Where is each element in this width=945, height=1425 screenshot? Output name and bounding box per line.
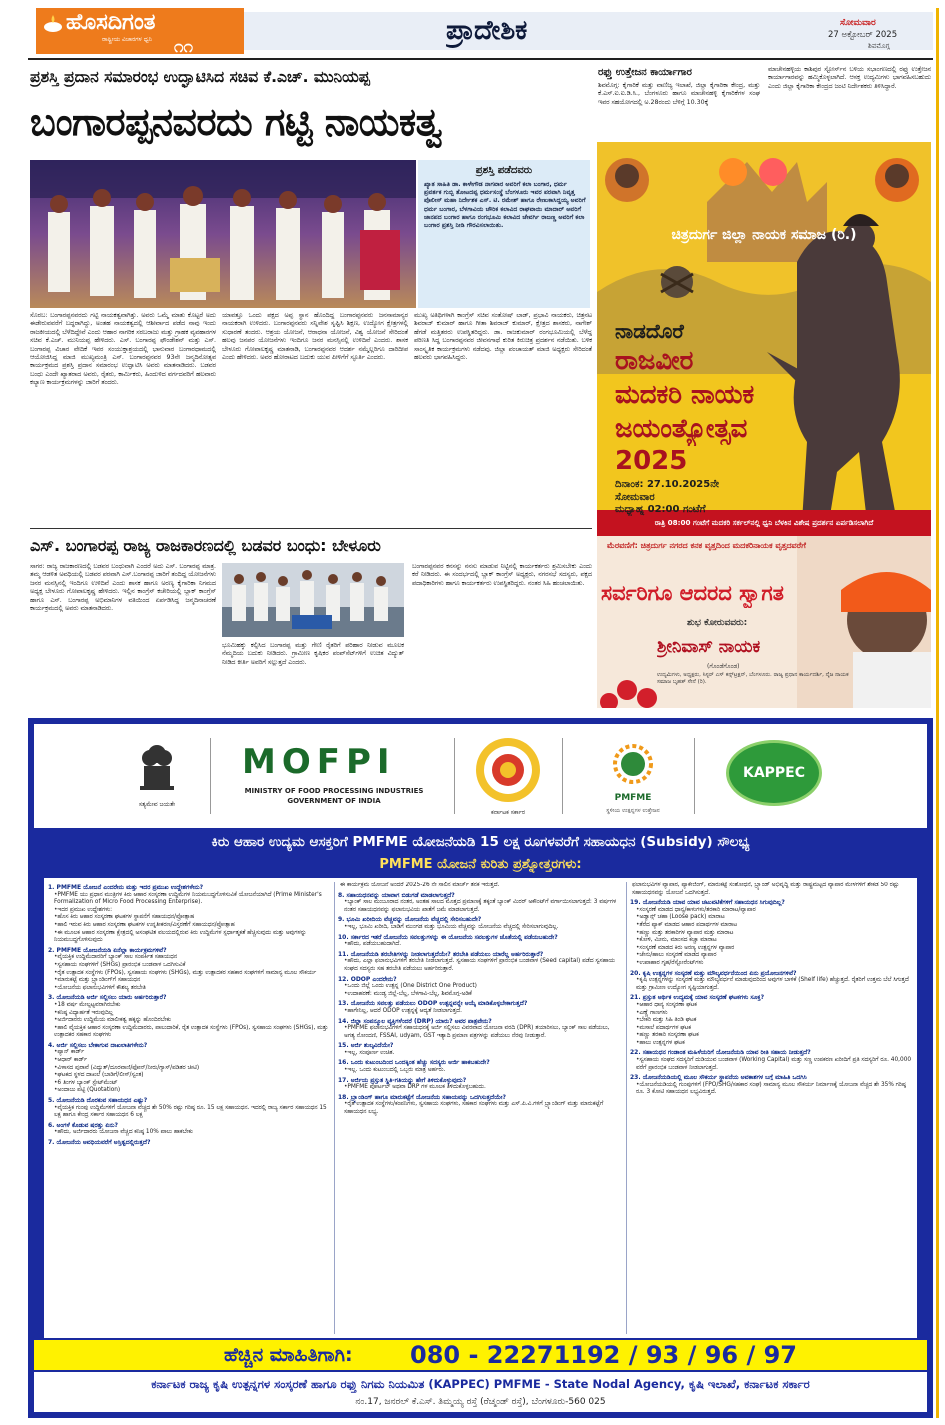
kappec-badge	[726, 740, 822, 806]
paper-tagline: ರಾಷ್ಟ್ರೀಯ ವಿಚಾರಗಳ ಧ್ವನಿ	[102, 36, 153, 43]
faq-answer: • 18 ವರ್ಷ ಮೇಲ್ಪಟ್ಟವರಾಗಿರಬೇಕು	[48, 1002, 330, 1010]
faq-answer: • ಹಾಗೇನಿಲ್ಲ, ಆದರೆ ODOP ಉತ್ಪನ್ನಕ್ಕೆ ಆದ್ಯತೆ ನೀಡಲಾಗುತ್ತದೆ.	[338, 1008, 622, 1016]
faq-question: 18. ಬ್ರ್ಯಾಂಡಿಂಗ್ ಹಾಗೂ ಮಾರುಕಟ್ಟೆಗೆ ಯೋಜನೆಯ ಸಹಾಯವನ್ನು ಒದಗಿಸುತ್ತದೆಯೇ?	[338, 1093, 507, 1101]
karnataka-seal-icon	[474, 734, 542, 808]
awardees-box-text: ಖ್ಯಾತ ಸಾಹಿತಿ ಡಾ. ಕಾಳೇಗೌಡ ನಾಗವಾರ ಅವರಿಗೆ ಕಲಾ ಬಂಗಾರ, ಧರ್ಮ ಪ್ರವರ್ತಕ ಗುಬ್ಬಿ ತೋಟದಪ್ಪ ಧರ್ಮಸಂಸ್ಥೆ ಬೆಂಗಳೂರು ಇವರ ಪರವಾಗಿ ನಿವೃತ್ತ ಪೊಲೀಸ್ ಮಹಾ ನಿರ್ದೇಶಕ ಎಸ್. ಟಿ. ರಮೇಶ್ ಹಾಗೂ ರೇಣುಕಾಸಿದ್ದಯ್ಯ ಅವರಿಗೆ ಧರ್ಮ ಬಂಗಾರ, ಬೆಳಗಾವಿಯ ಚೌರಿಕ ಕಲಾವಿದ ರಾಘವಾಯಿ ಮಾದಾರ್ ಅವರಿಗೆ ಜಾನಪದ ಬಂಗಾರ ಹಾಗೂ ರಂಗಭೂಮಿ ಕಲಾವಿದ ಜೇವರ್ಗಿ ರಾಜಣ್ಣ ಅವರಿಗೆ ಕಲಾ ಬಂಗಾರ ಪ್ರಶಸ್ತಿ ನೀಡಿ ಗೌರವಿಸಲಾಯಿತು.	[424, 181, 586, 230]
faq-question: 8. ಸಹಾಯಧನವನ್ನು ಯಾವಾಗ ಬಿಡುಗಡೆ ಮಾಡಲಾಗುತ್ತದೆ?	[338, 891, 455, 899]
masthead	[28, 8, 933, 56]
logo-divider	[694, 738, 695, 814]
pmfme-sub: ಸ್ಥಳೀಯ ಉತ್ಪನ್ನಗಳ ಉತ್ತೇಜನ	[606, 808, 660, 814]
kappec-logo: KAPPEC	[742, 765, 806, 781]
awardees-box-title: ಪ್ರಶಸ್ತಿ ಪಡೆದವರು	[475, 165, 533, 176]
faq-question: 17. ಅರ್ಜಿಯ ಪ್ರಸ್ತುತ ಸ್ಥಿತಿ-ಗತಿಯನ್ನು ಹೇಗೆ ತಿಳಿದುಕೊಳ್ಳುವುದು?	[338, 1076, 467, 1084]
issue-date: 27 ಅಕ್ಟೋಬರ್ 2025	[828, 30, 898, 40]
faq-answer: ಈ ಕಾರ್ಯಕ್ರಮ ಯೋಜನೆ ಅಂದರೆ 2025-26 ನೇ ಸಾಲಿನ ಮಾರ್ಚ್ ತನಕ ಇರುತ್ತದೆ.	[340, 882, 500, 888]
faq-answer: • ಹೌದು, ಅರ್ಜಿದಾರರು ಯೋಜನಾ ವೆಚ್ಚದ ಕನಿಷ್ಠ 10% ಪಾಲು ಹಾಕಬೇಕು	[48, 1129, 330, 1137]
faq-question: 14. ಜಿಲ್ಲಾ ಸಂಪನ್ಮೂಲ ವ್ಯಕ್ತಿಗಳೆಂದರೆ (DRP) ಯಾರು? ಅವರ ಪಾತ್ರವೇನು?	[338, 1017, 492, 1025]
faq-question: 6. ಅಂಗಳೆ ಕೊಡುವ ಷರತ್ತು ಏನು?	[48, 1121, 118, 1129]
pmfme-logo: PMFME	[614, 793, 652, 803]
nayaka-procession: ಮೆರವಣಿಗೆ: ಚಿತ್ರದುರ್ಗ ನಗರದ ಕನಕ ವೃತ್ತದಿಂದ ಮದಕರಿನಾಯಕ ವೃತ್ತದವರೆಗೆ	[607, 541, 806, 550]
faq-answer: • ಹೊಸ ಕಿರು ಆಹಾರ ಸಂಸ್ಕರಣಾ ಘಟಕಗಳ ಸ್ಥಾಪನೆಗೆ ಸಹಾಯಧನ/ಪ್ರೋತ್ಸಾಹ	[48, 914, 330, 922]
pmfme-ad	[28, 718, 933, 1418]
second-body-col2: ಭೂಮಿಹಕ್ಕು ಕಲ್ಪಿಸಿದ ಬಂಗಾರಪ್ಪ ಮತ್ತು ಗೇಣಿ ರೈತರಿಗೆ ಪರಿಹಾರ ನೀಡುವ ಮೂಲಕ ನೆಮ್ಮದಿಯ ಬದುಕು ನೀಡಿದರು. ಗ್ರಾಮೀಣ ಕೃಷಿಕರ ಪಂಪ್‌ಸೆಟ್‌ಗಳಿಗೆ ಉಚಿತ ವಿದ್ಯುತ್ ನೀಡಿದ ಕೀರ್ತಿ ಅವರಿಗೆ ಸಲ್ಲುತ್ತದೆ ಎಂದರು.	[222, 642, 404, 666]
lead-body-col1: ಸೊರಬ: ಬಂಗಾರಪ್ಪನವರದು ಗಟ್ಟಿ ನಾಯಕತ್ವವಾಗಿತ್ತು. ಅವರು ಒಮ್ಮೆ ಮಾತು ಕೊಟ್ಟರೆ ಅದು ಈಡೇರುವವರೆಗೆ ಬದ್ಧರಾಗಿದ್ದು, ಅಂತಹ ನಾಯಕತ್ವದಲ್ಲಿ ಆಶೀರ್ವಾದ ಪಡೆದ ನಾವು ಇಂದು ರಾಜಕೀಯದಲ್ಲಿ ಬೆಳೆದಿದ್ದೇವೆ ಎಂದು ಆಹಾರ ನಾಗರಿಕ ಸರಬರಾಜು ಮತ್ತು ಗ್ರಾಹಕ ವ್ಯವಹಾರಗಳ ಸಚಿವ ಕೆ.ಎಚ್. ಮುನಿಯಪ್ಪ ಹೇಳಿದರು. ಎಸ್. ಬಂಗಾರಪ್ಪ ಫೌಂಡೇಶನ್ ಮತ್ತು ಎಸ್. ಬಂಗಾರಪ್ಪ ವಿಚಾರ ವೇದಿಕೆ ಇವರ ಸಂಯುಕ್ತಾಶ್ರಯದಲ್ಲಿ ಭಾನುವಾರ ಬಂಗಾರಧಾಮದಲ್ಲಿ ಆಯೋಜಿಸಿದ್ದ ಮಾಜಿ ಮುಖ್ಯಮಂತ್ರಿ ಎಸ್. ಬಂಗಾರಪ್ಪನವರ 93ನೇ ಜನ್ಮದಿನೋತ್ಸವ ಕಾರ್ಯಕ್ರಮದ ಪ್ರಶಸ್ತಿ ಪ್ರದಾನ ಸಮಾರಂಭ ಉದ್ಘಾಟಿಸಿ ಅವರು ಮಾತನಾಡಿದರು. ಬಡವರ ಬಂಧು ಎಂದೇ ಖ್ಯಾತರಾದ ಅವರು, ರೈತರು, ಕಾರ್ಮಿಕರು, ಹಿಂದುಳಿದ ವರ್ಗದವರಿಗೆ ಹಲವಾರು ಕಲ್ಯಾಣ ಕಾರ್ಯಕ್ರಮಗಳನ್ನು ಜಾರಿಗೆ ತಂದರು.	[30, 312, 216, 387]
nayaka-wish-label: ಶುಭ ಕೋರುವವರು:	[687, 618, 748, 628]
faq-question: 3. ಯೋಜನೆಯಡಿ ಅರ್ಜಿ ಸಲ್ಲಿಸಲು ಯಾರು ಅರ್ಹರಿರುತ್ತಾರೆ?	[48, 994, 167, 1002]
faq-answer: • ಮಸಾಲೆ ಪದಾರ್ಥಗಳ ಘಟಕ	[630, 1025, 914, 1033]
faq-answer: • ಇಲ್ಲ, ಭೂಮಿ ಖರೀದಿ, ಬಾಡಿಗೆ ಮುಂಗಡ ಮತ್ತು ಭೂಮಿಯ ವೆಚ್ಚವನ್ನು ಯೋಜನೆಯ ವೆಚ್ಚದಲ್ಲಿ ಸೇರಿಸಲಾಗುವುದಿಲ್ಲ.	[338, 924, 622, 932]
lead-body-col2: ಯಾವತ್ತೂ ಒಂದು ಪಕ್ಷದ ಅಪ್ಪ ಸ್ಥಾನ ಹೊಂದಿದ್ದ ಬಂಗಾರಪ್ಪನವರು ಜನಸಾಮಾನ್ಯರ ನಾಯಕರಾಗಿ ಉಳಿದರು. ಬಂಗಾರಪ್ಪನವರು ಸನ್ನಿವೇಶ ಸೃಷ್ಟಿಸಿ ಶಿಕ್ಷಣ, ಉದ್ಯೋಗ ಕ್ಷೇತ್ರಗಳಲ್ಲಿ ಸುಧಾರಣೆ ತಂದರು. ಆಶ್ರಯ ಯೋಜನೆ, ಆರಾಧನಾ ಯೋಜನೆ, ವಿಶ್ವ ಯೋಜನೆ ಸೇರಿದಂತೆ ಹಲವು ಜನಪರ ಯೋಜನೆಗಳು ಇಂದಿಗೂ ಜನರ ಮನಸ್ಸಿನಲ್ಲಿ ಉಳಿದಿವೆ ಎಂದರು. ಶಾಸಕ ಬೇಳೂರು ಗೋಪಾಲಕೃಷ್ಣ ಮಾತನಾಡಿ, ಬಂಗಾರಪ್ಪನವರ ಆದರ್ಶ ನಮ್ಮೆಲ್ಲರಿಗೂ ದಾರಿದೀಪ ಎಂದು ಹೇಳಿದರು. ಅವರ ಹೋರಾಟದ ಬದುಕು ಯುವ ಪೀಳಿಗೆಗೆ ಸ್ಫೂರ್ತಿ ಎಂದರು.	[222, 312, 408, 362]
lead-kicker: ಪ್ರಶಸ್ತಿ ಪ್ರದಾನ ಸಮಾರಂಭ ಉದ್ಘಾಟಿಸಿದ ಸಚಿವ ಕೆ.ಎಚ್. ಮುನಿಯಪ್ಪ	[30, 68, 370, 86]
nayaka-ad	[597, 142, 931, 708]
faq-answer: • ಹಣ್ಣು ಮತ್ತು ತರಕಾರಿಗಳ ವ್ಯಾಪಾರ ಮತ್ತು ಮಾರಾಟ	[630, 930, 914, 938]
pmfme-sun-icon	[602, 734, 664, 794]
nayaka-sponsor: ಶ್ರೀನಿವಾಸ್ ನಾಯಕ	[657, 637, 761, 657]
nayaka-org: ಚಿತ್ರದುರ್ಗ ಜಿಲ್ಲಾ ನಾಯಕ ಸಮಾಜ (ರಿ.)	[671, 227, 857, 243]
faq-answer: • ರೈತ ಉತ್ಪಾದಕ ಸಂಸ್ಥೆಗಳು (FPOs), ಸ್ವಸಹಾಯ ಸಂಘಗಳು (SHGs), ಮತ್ತು ಉತ್ಪಾದಕರ ಸಹಕಾರ ಸಂಘಗಳಿಗೆ ಸಾಮಾನ್ಯ ಮೂಲ ಸೌಕರ್ಯ	[48, 970, 330, 978]
faq-question: 10. ಸರ್ಕಾರದ ಇತರೆ ಯೋಜನೆಯ ಸವಲತ್ತುಗಳನ್ನು ಈ ಯೋಜನೆಯ ಸವಲತ್ತುಗಳ ಜೊತೆಯಲ್ಲಿ ಪಡೆಯಬಹುದೇ?	[338, 933, 558, 941]
lead-photo	[30, 160, 416, 308]
brief-text-left: ಶಿವಮೊಗ್ಗ: ಕೈಗಾರಿಕೆ ಮತ್ತು ವಾಣಿಜ್ಯ ಇಲಾಖೆ, ಜಿಲ್ಲಾ ಕೈಗಾರಿಕಾ ಕೇಂದ್ರ, ಮತ್ತು ಕೆ.ಎಸ್.ಐ.ಐ.ಡಿ.ಸಿ., ಬೆಂಗಳೂರು ಹಾಗೂ ಮಾಚೇನಹಳ್ಳಿ ಕೈಗಾರಿಕೆಗಳ ಸಂಘ ಇವರ ಸಹಯೋಗದಲ್ಲಿ ಅ.28ರಂದು ಬೆಳಿಗ್ಗೆ 10.30ಕ್ಕೆ	[598, 82, 760, 106]
second-body-col1: ಸಾಗರ: ರಾಜ್ಯ ರಾಜಕಾರಣದಲ್ಲಿ ಬಡವರ ಬಂಧುವಾಗಿ ಎಂದರೆ ಅದು ಎಸ್. ಬಂಗಾರಪ್ಪ ಮಾತ್ರ. ತಮ್ಮ ಆಡಳಿತ ಅವಧಿಯಲ್ಲಿ ಬಡವರ ಪರವಾಗಿ ಎಸ್.ಬಂಗಾರಪ್ಪ ಜಾರಿಗೆ ತಂದಿದ್ದ ಯೋಜನೆಗಳು ಜನರ ಮನಸ್ಸಿನಲ್ಲಿ ಇಂದಿಗೂ ಉಳಿದಿವೆ ಎಂದು ಶಾಸಕ ಹಾಗೂ ಅರಣ್ಯ ಕೈಗಾರಿಕಾ ನಿಗಮದ ಅಧ್ಯಕ್ಷ ಬೇಳೂರು ಗೋಪಾಲಕೃಷ್ಣ ಹೇಳಿದರು. ಇಲ್ಲಿನ ಕಾಂಗ್ರೆಸ್ ಕಚೇರಿಯಲ್ಲಿ ಬ್ಲಾಕ್ ಕಾಂಗ್ರೆಸ್ ಹಾಗೂ ಎಸ್. ಬಂಗಾರಪ್ಪ ಅಭಿಮಾನಿಗಳ ವತಿಯಿಂದ ಏರ್ಪಡಿಸಿದ್ದ ಜನ್ಮದಿನಾಚರಣೆ ಕಾರ್ಯಕ್ರಮದಲ್ಲಿ ಅವರು ಮಾತನಾಡಿದರು.	[30, 563, 216, 613]
faq-column-3	[630, 882, 914, 1334]
nayaka-line1: ನಾಡದೊರೆ	[615, 319, 684, 343]
faq-answer: • ಹೌದು, ಎಲ್ಲಾ ಫಲಾನುಭವಿಗಳಿಗೆ ತರಬೇತಿ ನೀಡಲಾಗುತ್ತದೆ. ಸ್ವಸಹಾಯ ಸಂಘಗಳಿಗೆ ಪ್ರಾರಂಭಿಕ ಬಂಡವಾಳ (Seed capital) ಪಡೆದ ಸ್ವಸಹಾಯ ಸಂಘದ ಸದಸ್ಯರು ಸಹ ತರಬೇತಿ ಪಡೆಯಲು ಅರ್ಹರಿರುತ್ತಾರೆ.	[338, 958, 622, 973]
issue-city: ಶಿವಮೊಗ್ಗ	[868, 42, 890, 50]
nayaka-sponsor-title: ಉದ್ಯಮಿಗಳು, ಅಧ್ಯಕ್ಷರು, ಸಿಸ್ಟರ್ ಎಸ್ ಕನ್ಸ್‌ಟ್ರಕ್ಷನ್, ಬೆಂಗಳೂರು. ರಾಜ್ಯ ಪ್ರಧಾನ ಕಾರ್ಯದರ್ಶಿ, ನೈಜ ನಾಯಕ ಸಮಾಜ ಬೃಹತ್ ಸೇನೆ (ರಿ).	[657, 672, 849, 686]
nayaka-date: ದಿನಾಂಕ: 27.10.2025ನೇ	[615, 479, 720, 490]
faq-answer: • ಆಹಾರ ಧಾನ್ಯ ಸಂಸ್ಕರಣಾ ಘಟಕ	[630, 1002, 914, 1010]
faq-answer: • ಮಾರುಕಟ್ಟೆ ಮತ್ತು ಬ್ರ್ಯಾಂಡಿಂಗ್‌ಗೆ ಸಹಾಯಧನ	[48, 977, 330, 985]
mofpi-logo: MOFPI	[242, 742, 396, 782]
nayaka-year: 2025	[615, 446, 688, 476]
lead-headline: ಬಂಗಾರಪ್ಪನವರದು ಗಟ್ಟಿ ನಾಯಕತ್ವ	[30, 100, 443, 144]
faq-answer: • ಯೋಜನೆಯ ಫಲಾನುಭವಿಗಳಿಗೆ ಕೌಶಲ್ಯ ತರಬೇತಿ	[48, 985, 330, 993]
faq-answer: • ಅಡ್ವಾನ್ಸ್ ಚಹಾ (Loose pack) ಮಾರಾಟ	[630, 914, 914, 922]
faq-question: 9. ಭೂಮಿ ಖರೀದಿಯ ವೆಚ್ಚವನ್ನು ಯೋಜನೆಯ ವೆಚ್ಚದಲ್ಲಿ ಸೇರಿಸಬಹುದೇ?	[338, 916, 482, 924]
faq-answer: • ಉದಾಹರಣೆ: ಮಂಡ್ಯ ಜಿಲ್ಲೆ-ಬೆಲ್ಲ, ಬೆಳಗಾವಿ-ಬೆಲ್ಲ, ಶಿವಮೊಗ್ಗ-ಅಡಿಕೆ	[338, 991, 622, 999]
section-divider	[30, 528, 592, 529]
ministry-govt: GOVERNMENT OF INDIA	[287, 797, 381, 805]
karnataka-seal-text: ಕರ್ನಾಟಕ ಸರ್ಕಾರ	[490, 809, 526, 816]
logo-divider	[210, 738, 211, 814]
faq-answer: • ಕೋಳಿ, ಮೀನು, ಮಾಂಸದ ಕಚ್ಚಾ ಮಾರಾಟ	[630, 937, 914, 945]
second-headline: ಎಸ್. ಬಂಗಾರಪ್ಪ ರಾಜ್ಯ ರಾಜಕಾರಣದಲ್ಲಿ ಬಡವರ ಬಂಧು: ಬೇಳೂರು	[30, 536, 381, 555]
page-right-edge	[936, 8, 939, 1418]
page-number: ೧೧	[174, 38, 194, 56]
nayaka-time: ಮಧ್ಯಾಹ್ನ 02:00 ಗಂಟೆಗೆ	[615, 504, 706, 515]
faq-question: 13. ಯೋಜನೆಯ ಸವಲತ್ತು ಪಡೆಯಲು ODOP ಉತ್ಪನ್ನವನ್ನೇ ಆಯ್ಕೆ ಮಾಡಿಕೊಳ್ಳಬೇಕಾಗುತ್ತದೆ?	[338, 1000, 528, 1008]
faq-answer: • PMFME ಫಲಾನುಭವಿಗಳಿಗೆ ಸಹಾಯಧನಕ್ಕೆ ಅರ್ಜಿ ಸಲ್ಲಿಸಲು ವಿವರವಾದ ಯೋಜನಾ ವರದಿ (DPR) ತಯಾರಿಸಲು, ಬ್ಯಾಂಕ್ ಸಾಲ ಪಡೆಯಲು, ಅಗತ್ಯ ನೋಂದಣಿ, FSSAI, udyam, GST ಇತ್ಯಾದಿ ಪ್ರಮಾಣ ಪತ್ರಗಳನ್ನು ಪಡೆಯಲು ನೆರವು ನೀಡುತ್ತಾರೆ.	[338, 1025, 622, 1040]
faq-question: 4. ಅರ್ಜಿ ಸಲ್ಲಿಸಲು ಬೇಕಾಗುವ ದಾಖಲಾತಿಗಳೇನು?	[48, 1041, 148, 1049]
footer-org: ಕರ್ನಾಟಕ ರಾಜ್ಯ ಕೃಷಿ ಉತ್ಪನ್ನಗಳ ಸಂಸ್ಕರಣೆ ಹಾಗೂ ರಫ್ತು ನಿಗಮ ನಿಯಮಿತ (KAPPEC) PMFME - State Nodal Agency, ಕೃಷಿ ಇಲಾಖೆ, ಕರ್ನಾಟಕ ಸರ್ಕಾರ	[151, 1377, 810, 1391]
faq-answer: • ತೆರೆದ ಪ್ಯಾಕ್ ಮಾಡದ ಆಹಾರ ಪದಾರ್ಥಗಳ ಮಾರಾಟ	[630, 922, 914, 930]
logo-divider	[454, 738, 455, 814]
nayaka-night-line: ರಾತ್ರಿ 08:00 ಗಂಟೆಗೆ ಮದಕರಿ ಸರ್ಕಲ್‌ನಲ್ಲಿ ಧ್ವನಿ ಬೆಳಕಿನ ವಿಶೇಷ ಪ್ರದರ್ಶನ ಏರ್ಪಡಿಸಲಾಗಿದೆ	[654, 518, 874, 527]
faq-question: 7. ಯೋಜನೆಯ ಅವಧಿಯವರೆಗೆ ಅಸ್ತಿತ್ವದಲ್ಲಿರುತ್ತದೆ?	[48, 1139, 151, 1146]
nayaka-day: ಸೋಮವಾರ	[615, 492, 655, 503]
faq-question: 12. ODOP ಎಂದರೇನು?	[338, 975, 397, 983]
awardees-box	[418, 160, 590, 308]
issue-day: ಸೋಮವಾರ	[840, 18, 876, 28]
faq-answer: • ಹಾಲಿ ವೈಯಕ್ತಿಕ ಆಹಾರ ಸಂಸ್ಕರಣಾ ಉದ್ದಿಮೆದಾರರು, ಪಾಲುದಾರಿಕೆ, ರೈತ ಉತ್ಪಾದಕ ಸಂಸ್ಥೆಗಳು (FPOs), ಸ್ವಸಹಾಯ ಸಂಘಗಳು (SHGs), ಮತ್ತು ಉತ್ಪಾದಕರ ಸಹಕಾರ ಸಂಘಗಳು	[48, 1025, 330, 1040]
helpline-bar	[34, 1340, 927, 1370]
logo-divider	[562, 738, 563, 814]
faq-question: 21. ಪ್ರಸ್ತುತ ಆರ್ಥಿಕ ಉದ್ಯಮಕ್ಕೆ ಯಾವ ಸಂಸ್ಕರಣೆ ಘಟಕಗಳು ಸೂಕ್ತ?	[630, 994, 765, 1002]
faq-question: 11. ಯೋಜನೆಯಡಿ ತರಬೇತಿಗಳನ್ನು ನೀಡಲಾಗುತ್ತದೆಯೇ? ತರಬೇತಿ ಪಡೆಯಲು ಯಾರೆಲ್ಲ ಅರ್ಹರಿರುತ್ತಾರೆ?	[338, 950, 544, 958]
faq-question: 5. ಯೋಜನೆಯಡಿ ದೊರಕುವ ಸಹಾಯಧನ ಎಷ್ಟು?	[48, 1097, 148, 1105]
lamp-icon	[42, 13, 64, 33]
faq-question: 23. ಯೋಜನೆಯಡಿಯಲ್ಲಿ ಮೂಲ ಸೌಕರ್ಯ ಸ್ಥಾಪನೆಯ ಅವಕಾಶಗಳ ಬಗ್ಗೆ ಮಾಹಿತಿ ಒದಗಿಸಿ	[630, 1074, 807, 1082]
faq-answer: • ಘಟಕದ ಸ್ಥಳದ ದಾಖಲೆ (ಬಾಡಿಗೆ/ಲೀಸ್/ಸ್ವಂತ)	[48, 1072, 330, 1080]
faq-column-divider	[626, 882, 627, 1334]
faq-question: 16. ಒಂದು ಕುಟುಂಬದಿಂದ ಒಂದಕ್ಕಿಂತ ಹೆಚ್ಚು ಸದಸ್ಯರು ಅರ್ಜಿ ಹಾಕಬಹುದೇ?	[338, 1059, 490, 1067]
faq-answer: • PMFME ಯು ಪ್ರಧಾನ ಮಂತ್ರಿಗಳ ಕಿರು ಆಹಾರ ಸಂಸ್ಕರಣಾ ಉದ್ದಿಮೆಗಳ ನಿಯಮಬದ್ಧಗೊಳಿಸುವಿಕೆ ಯೋಜನೆಯಾಗಿದೆ (Prime Minister's Formalization of Micro Food Processing Enterprise).	[48, 892, 330, 907]
faq-answer: • ಈ ಮೂಲಕ ಆಹಾರ ಸಂಸ್ಕರಣಾ ಕ್ಷೇತ್ರದಲ್ಲಿ ಅಸಂಘಟಿತ ವಲಯದಲ್ಲಿರುವ ಕಿರು ಉದ್ದಿಮೆಗಳ ಸ್ಪರ್ಧಾತ್ಮಕತೆ ಹೆಚ್ಚಿಸುವುದು ಮತ್ತು ಅವುಗಳನ್ನು ನಿಯಮಬದ್ಧಗೊಳಿಸುವುದು	[48, 930, 330, 945]
faq-answer: • ಎಣ್ಣೆ ಗಾಣಗಳು	[630, 1010, 914, 1018]
faq-answer: • ಇಲ್ಲ, ಸಂಪೂರ್ಣ ಉಚಿತ.	[338, 1050, 622, 1058]
faq-answer: • ಯೋಜನೆಯಡಿಯಲ್ಲಿ ಗುಂಪುಗಳಿಗೆ (FPO/SHG/ಸಹಕಾರ ಸಂಘ) ಸಾಮಾನ್ಯ ಮೂಲ ಸೌಕರ್ಯ ನಿರ್ಮಾಣಕ್ಕೆ ಯೋಜನಾ ವೆಚ್ಚದ ಶೇ 35% ಗರಿಷ್ಠ ರೂ. 3 ಕೋಟಿ ಸಹಾಯಧನ ಲಭ್ಯವಿರುತ್ತದೆ.	[630, 1082, 914, 1097]
nayaka-welcome: ಸರ್ವರಿಗೂ ಆದರದ ಸ್ವಾಗತ	[601, 581, 784, 605]
faq-answer: • ಹಣ್ಣು ತರಕಾರಿ ಸಂಸ್ಕರಣಾ ಘಟಕ	[630, 1032, 914, 1040]
faq-answer: • ಅರ್ಜಿದಾರರು ಉದ್ದಿಮೆಯ ಮಾಲೀಕತ್ವ ಹಕ್ಕನ್ನು ಹೊಂದಿರಬೇಕು	[48, 1017, 330, 1025]
faq-answer: • ಒಂದು ಜಿಲ್ಲೆ ಒಂದು ಉತ್ಪನ್ನ (One District One Product)	[338, 983, 622, 991]
faq-answer: • ವೈಯಕ್ತಿಕ ಉದ್ದಿಮೆದಾರರಿಗೆ ಬ್ಯಾಂಕ್ ಸಾಲ ಸಂಪರ್ಕಿತ ಸಹಾಯಧನ	[48, 954, 330, 962]
faq-answer: • ಉಪಾಹಾರ ಗೃಹ/ರೆಸ್ಟೋರೆಂಟ್‌ಗಳು	[630, 960, 914, 968]
ashoka-emblem-icon	[134, 736, 180, 800]
faq-answer: • ಹಾಲು ಉತ್ಪನ್ನಗಳ ಘಟಕ	[630, 1040, 914, 1048]
faq-answer: • ಸ್ವಸಹಾಯ ಸಂಘಗಳಿಗೆ (SHGs) ಪ್ರಾರಂಭಿಕ ಬಂಡವಾಳ ಒದಗಿಸುವಿಕೆ	[48, 962, 330, 970]
faq-answer: • ಹಾಲಿ ಇರುವ ಕಿರು ಆಹಾರ ಸಂಸ್ಕರಣಾ ಘಟಕಗಳ ಉನ್ನತೀಕರಣ/ವಿಸ್ತರಣೆಗೆ ಸಹಾಯಧನ/ಪ್ರೋತ್ಸಾಹ	[48, 922, 330, 930]
faq-answer: • ರೈತ ಉತ್ಪಾದಕ ಸಂಸ್ಥೆಗಳು/ಕಂಪನಿಗಳು, ಸ್ವಸಹಾಯ ಸಂಘಗಳು, ಸಹಕಾರ ಸಂಘಗಳು ಮತ್ತು ಎಸ್.ಪಿ.ವಿ.ಗಳಿಗೆ ಬ್ರ್ಯಾಂಡಿಂಗ್ ಮತ್ತು ಮಾರುಕಟ್ಟೆಗೆ ಸಹಾಯಧನ ಲಭ್ಯ.	[338, 1101, 622, 1116]
helpline-number: 080 - 22271192 / 93 / 96 / 97	[410, 1341, 797, 1369]
brief-headline: ರಫ್ತು ಉತ್ತೇಜನ ಕಾರ್ಯಾಗಾರ	[598, 67, 692, 78]
faq-answer: • ಆಧಾರ್ ಕಾರ್ಡ್	[48, 1057, 330, 1065]
faq-column-divider	[334, 882, 335, 1334]
faq-answer: • ವೈಯಕ್ತಿಕ ಗುಂಪು ಉದ್ದಿಮೆಗಳಿಗೆ ಯೋಜನಾ ವೆಚ್ಚದ ಶೇ 50% ರಷ್ಟು ಗರಿಷ್ಠ ರೂ. 15 ಲಕ್ಷ ಸಹಾಯಧನ. ಇದರಲ್ಲಿ ರಾಜ್ಯ ಸರ್ಕಾರ ಸಹಾಯಧನ 15 ಲಕ್ಷ ಹಾಗೂ ಕೇಂದ್ರ ಸರ್ಕಾರ ಸಹಾಯಧನ 6 ಲಕ್ಷ	[48, 1105, 330, 1120]
paper-name: ಹೊಸದಿಗಂತ	[66, 10, 156, 35]
faq-answer: • 6 ತಿಂಗಳ ಬ್ಯಾಂಕ್ ಸ್ಟೇಟ್‌ಮೆಂಟ್	[48, 1080, 330, 1088]
faq-answer: • ಕನಿಷ್ಠ ವಿದ್ಯಾರ್ಹತೆ ಇರುವುದಿಲ್ಲ	[48, 1010, 330, 1018]
lead-body-col3: ಮುಖ್ಯ ಅತಿಥಿಗಳಾಗಿ ಕಾಂಗ್ರೆಸ್ ಸಚಿವ ಸಂತೋಷ್ ಲಾಡ್, ಪ್ರಭಾವಿ ನಾಯಕರು, ಚಿತ್ರನಟ ಶಿವರಾಜ್ ಕುಮಾರ್ ಹಾಗೂ ಗೀತಾ ಶಿವರಾಜ್ ಕುಮಾರ್, ಕ್ಷೇತ್ರದ ಶಾಸಕರು, ನಾಗೇಶ್ ಹೆಗಡೆ ಮತ್ತಿತರರು ಉಪಸ್ಥಿತರಿದ್ದರು. ಡಾ. ರಾಜಕುಮಾರ್ ರಂಗಭೂಮಿಯಲ್ಲಿ ಬೆಳೆದ್ದ ಪರಿಣತಿ ಸಿದ್ಧ ಬಂಗಾರಪ್ಪನವರ ಜೀವನಗಾಥೆ ಕುರಿತ ಕಿರುಚಿತ್ರ ಪ್ರದರ್ಶನ ನಡೆಯಿತು. ಬಳಿಕ ಸಾಂಸ್ಕೃತಿಕ ಕಾರ್ಯಕ್ರಮಗಳು ನಡೆದವು. ಜಿಲ್ಲಾ ಪಂಚಾಯತ್ ಮಾಜಿ ಅಧ್ಯಕ್ಷರು ಸೇರಿದಂತೆ ಹಲವರು ಭಾಗವಹಿಸಿದ್ದರು.	[414, 312, 592, 362]
second-body-col3: ಬಂಗಾರಪ್ಪನವರ ಕನಸನ್ನು ನನಸು ಮಾಡುವ ನಿಟ್ಟಿನಲ್ಲಿ ಕಾರ್ಯಕರ್ತರು ಶ್ರಮಿಸಬೇಕು ಎಂದು ಕರೆ ನೀಡಿದರು. ಈ ಸಂದರ್ಭದಲ್ಲಿ ಬ್ಲಾಕ್ ಕಾಂಗ್ರೆಸ್ ಅಧ್ಯಕ್ಷರು, ನಗರಸಭೆ ಸದಸ್ಯರು, ಪಕ್ಷದ ಪದಾಧಿಕಾರಿಗಳು ಹಾಗೂ ಕಾರ್ಯಕರ್ತರು ಉಪಸ್ಥಿತರಿದ್ದರು. ನಂತರ ಸಿಹಿ ಹಂಚಲಾಯಿತು.	[412, 563, 592, 587]
faq-question: 15. ಅರ್ಜಿ ಶುಲ್ಕವಿದೆಯೇ?	[338, 1042, 394, 1050]
faq-answer: • ಹೌದು, ಪಡೆಯಬಹುದಾಗಿದೆ.	[338, 941, 622, 949]
faq-answer: • ಸಂಸ್ಕರಣೆ ಮಾಡದ ಧಾನ್ಯ/ಕಾಳುಗಳು/ತರಕಾರಿ ಮಾರಾಟ/ವ್ಯಾಪಾರ	[630, 907, 914, 915]
faq-question: 19. ಯೋಜನೆಯಡಿ ಯಾವ ಯಾವ ಚಟುವಟಿಕೆಗಳಿಗೆ ಸಹಾಯಧನ ಸಿಗುವುದಿಲ್ಲ?	[630, 899, 785, 907]
masthead-rule	[28, 58, 933, 60]
footer-bar	[34, 1372, 927, 1412]
faq-answer: • ಸ್ವಸಹಾಯ ಸಂಘದ ಸದಸ್ಯರಿಗೆ ದುಡಿಯುವ ಬಂಡವಾಳ (Working Capital) ಮತ್ತು ಸಣ್ಣ ಉಪಕರಣ ಖರೀದಿಗೆ ಪ್ರತಿ ಸದಸ್ಯರಿಗೆ ರೂ. 40,000 ವರೆಗೆ ಪ್ರಾರಂಭಿಕ ಬಂಡವಾಳ ನೀಡಲಾಗುತ್ತದೆ.	[630, 1057, 914, 1072]
pmfme-headline: ಕಿರು ಆಹಾರ ಉದ್ಯಮ ಆಸಕ್ತರಿಗೆ PMFME ಯೋಜನೆಯಡಿ 15 ಲಕ್ಷ ರೂಗಳವರೆಗೆ ಸಹಾಯಧನ (Subsidy) ಸೌಲಭ್ಯ	[211, 834, 750, 850]
helpline-label: ಹೆಚ್ಚಿನ ಮಾಹಿತಿಗಾಗಿ:	[224, 1344, 353, 1366]
ministry-name: MINISTRY OF FOOD PROCESSING INDUSTRIES	[244, 787, 424, 795]
faq-answer: • ಇಲ್ಲ. ಒಂದು ಕುಟುಂಬದಲ್ಲಿ ಒಬ್ಬರು ಮಾತ್ರ ಅರ್ಹರು.	[338, 1067, 622, 1075]
faq-answer: • PMFME ಪೋರ್ಟಲ್ ಅಥವಾ DRP ಗಳ ಮೂಲಕ ತಿಳಿದುಕೊಳ್ಳಬಹುದು.	[338, 1084, 622, 1092]
nayaka-sponsor-place: (ಗೊಂಡೆಗೊಂಡ)	[707, 663, 740, 670]
nayaka-line3: ಮದಕರಿ ನಾಯಕ	[615, 380, 755, 410]
faq-question: 1. PMFME ಯೋಜನೆ ಎಂದರೇನು ಮತ್ತು ಇದರ ಪ್ರಮುಖ ಉದ್ದೇಶಗಳೇನು?	[48, 884, 204, 891]
section-title: ಪ್ರಾದೇಶಿಕ	[446, 15, 528, 46]
faq-answer: • ಸಂಸ್ಕರಣೆ ಮಾಡದ ಕಿರು ಅರಣ್ಯ ಉತ್ಪನ್ನಗಳ ವ್ಯಾಪಾರ	[630, 945, 914, 953]
faq-answer: • ಕೃಷಿ ಉತ್ಪನ್ನಗಳನ್ನು ಸಂಸ್ಕರಣೆ ಮತ್ತು ಮೌಲ್ಯವರ್ಧನೆ ಮಾಡುವುದರಿಂದ ಅವುಗಳ ಬಾಳಿಕೆ (Shelf life) ಹೆಚ್ಚುತ್ತದೆ. ರೈತರಿಗೆ ಉತ್ತಮ ಬೆಲೆ ಸಿಗುತ್ತದೆ ಮತ್ತು ಗ್ರಾಮೀಣ ಉದ್ಯೋಗ ಸೃಷ್ಟಿಯಾಗುತ್ತದೆ.	[630, 977, 914, 992]
faq-question: 20. ಕೃಷಿ ಉತ್ಪನ್ನಗಳ ಸಂಸ್ಕರಣೆ ಮತ್ತು ಮೌಲ್ಯವರ್ಧನೆಯಿಂದ ಏನು ಪ್ರಯೋಜನಗಳಿವೆ?	[630, 969, 797, 977]
faq-answer: • ಜೇನು/ಹಾಲು ಸಂಸ್ಕರಣೆ ಮಾಡದ ವ್ಯಾಪಾರ	[630, 952, 914, 960]
faq-answer: • ಅಂದಾಜು ಪಟ್ಟಿ (Quotation)	[48, 1087, 330, 1095]
pmfme-subheadline: PMFME ಯೋಜನೆ ಕುರಿತು ಪ್ರಶ್ನೋತ್ತರಗಳು:	[379, 857, 582, 872]
faq-column-2	[338, 882, 622, 1334]
faq-answer: • ಬೇಕರಿ ಮತ್ತು ಸಿಹಿ ತಿಂಡಿ ಘಟಕ	[630, 1017, 914, 1025]
faq-answer: ಫಲಾನುಭವಿಗಳ ವ್ಯಾಪಾರ, ಪ್ಯಾಕೇಜಿಂಗ್, ಮಾರುಕಟ್ಟೆ ಸಂಶೋಧನೆ, ಬ್ರ್ಯಾಂಡ್ ಅಭಿವೃದ್ಧಿ ಮತ್ತು ರಾಷ್ಟ್ರಮಟ್ಟದ ವ್ಯಾಪಾರ ಮೇಳಗಳಿಗೆ ಶೇಕಡ 50 ರಷ್ಟು ಸಹಾಯಧನವನ್ನು ಯೋಜನೆ ಒದಗಿಸುತ್ತದೆ.	[632, 882, 899, 896]
faq-question: 22. ಸಹಾಯಧನ ಗಂಡಾಂತ ಮಹಿಳೆಯರಿಗೆ ಯೋಜನೆಯಡಿ ಯಾವ ರೀತಿ ಸಹಾಯ ನೀಡುತ್ತದೆ?	[630, 1049, 811, 1057]
faq-answer: • ಬ್ಯಾಂಕ್ ಸಾಲ ಮಂಜೂರಾದ ನಂತರ, ಅಂತಹ ಸಾಲದ ಮೊತ್ತದ ಪ್ರಮಾಣಕ್ಕೆ ತಕ್ಕಂತೆ ಬ್ಯಾಂಕ್ ಮಿರರ್ ಅಕೌಂಟ್‌ಗೆ ವರ್ಗಾಯಿಸಲಾಗುತ್ತದೆ: 3 ವರ್ಷಗಳ ನಂತರ ಸಹಾಯಧನವನ್ನು ಫಲಾನುಭವಿಯ ಖಾತೆಗೆ ಜಮೆ ಮಾಡಲಾಗುತ್ತದೆ.	[338, 899, 622, 914]
faq-question: 2. PMFME ಯೋಜನೆಯಡಿ ಏನೆಲ್ಲಾ ಕಾರ್ಯಕ್ರಮಗಳಿವೆ?	[48, 946, 167, 954]
second-photo	[222, 563, 404, 637]
nayaka-line4: ಜಯಂತ್ಯೋತ್ಸವ	[615, 414, 748, 444]
faq-answer: • ಇದರ ಪ್ರಮುಖ ಉದ್ದೇಶಗಳು:	[48, 907, 330, 915]
emblem-text: ಸತ್ಯಮೇವ ಜಯತೇ	[138, 801, 176, 808]
faq-answer: • ಪ್ಯಾನ್ ಕಾರ್ಡ್	[48, 1049, 330, 1057]
footer-address: ನಂ.17, ಜನರಲ್ ಕೆ.ಎಸ್. ತಿಮ್ಮಯ್ಯ ರಸ್ತೆ (ರೆಚ್ಮಂಡ್ ರಸ್ತೆ), ಬೆಂಗಳೂರು-560 025	[355, 1397, 606, 1407]
nayaka-line2: ರಾಜವೀರ	[615, 346, 694, 376]
faq-column-1	[48, 882, 330, 1334]
faq-answer: • ವಿಳಾಸದ ಪುರಾವೆ (ವಿದ್ಯುತ್/ದೂರವಾಣಿ/ಫೋನ್/ನೀರು/ಗ್ಯಾಸ್/ಪಡಿತರ ಚೀಟಿ)	[48, 1065, 330, 1073]
brief-text-right: ಮಾಚೇನಹಳ್ಳಿಯ ಕಾಶಿಪುರ ಸ್ಟೋರ್ಸ್‌ನ ಬಳಿಯ ಸಭಾಂಗಣದಲ್ಲಿ ರಫ್ತು ಉತ್ತೇಜನ ಕಾರ್ಯಾಗಾರವನ್ನು ಹಮ್ಮಿಕೊಳ್ಳಲಾಗಿದೆ. ಆಸಕ್ತ ಉದ್ಯಮಿಗಳು ಭಾಗವಹಿಸಬಹುದು ಎಂದು ಜಿಲ್ಲಾ ಕೈಗಾರಿಕಾ ಕೇಂದ್ರದ ಜಂಟಿ ನಿರ್ದೇಶಕರು ತಿಳಿಸಿದ್ದಾರೆ.	[768, 66, 931, 90]
